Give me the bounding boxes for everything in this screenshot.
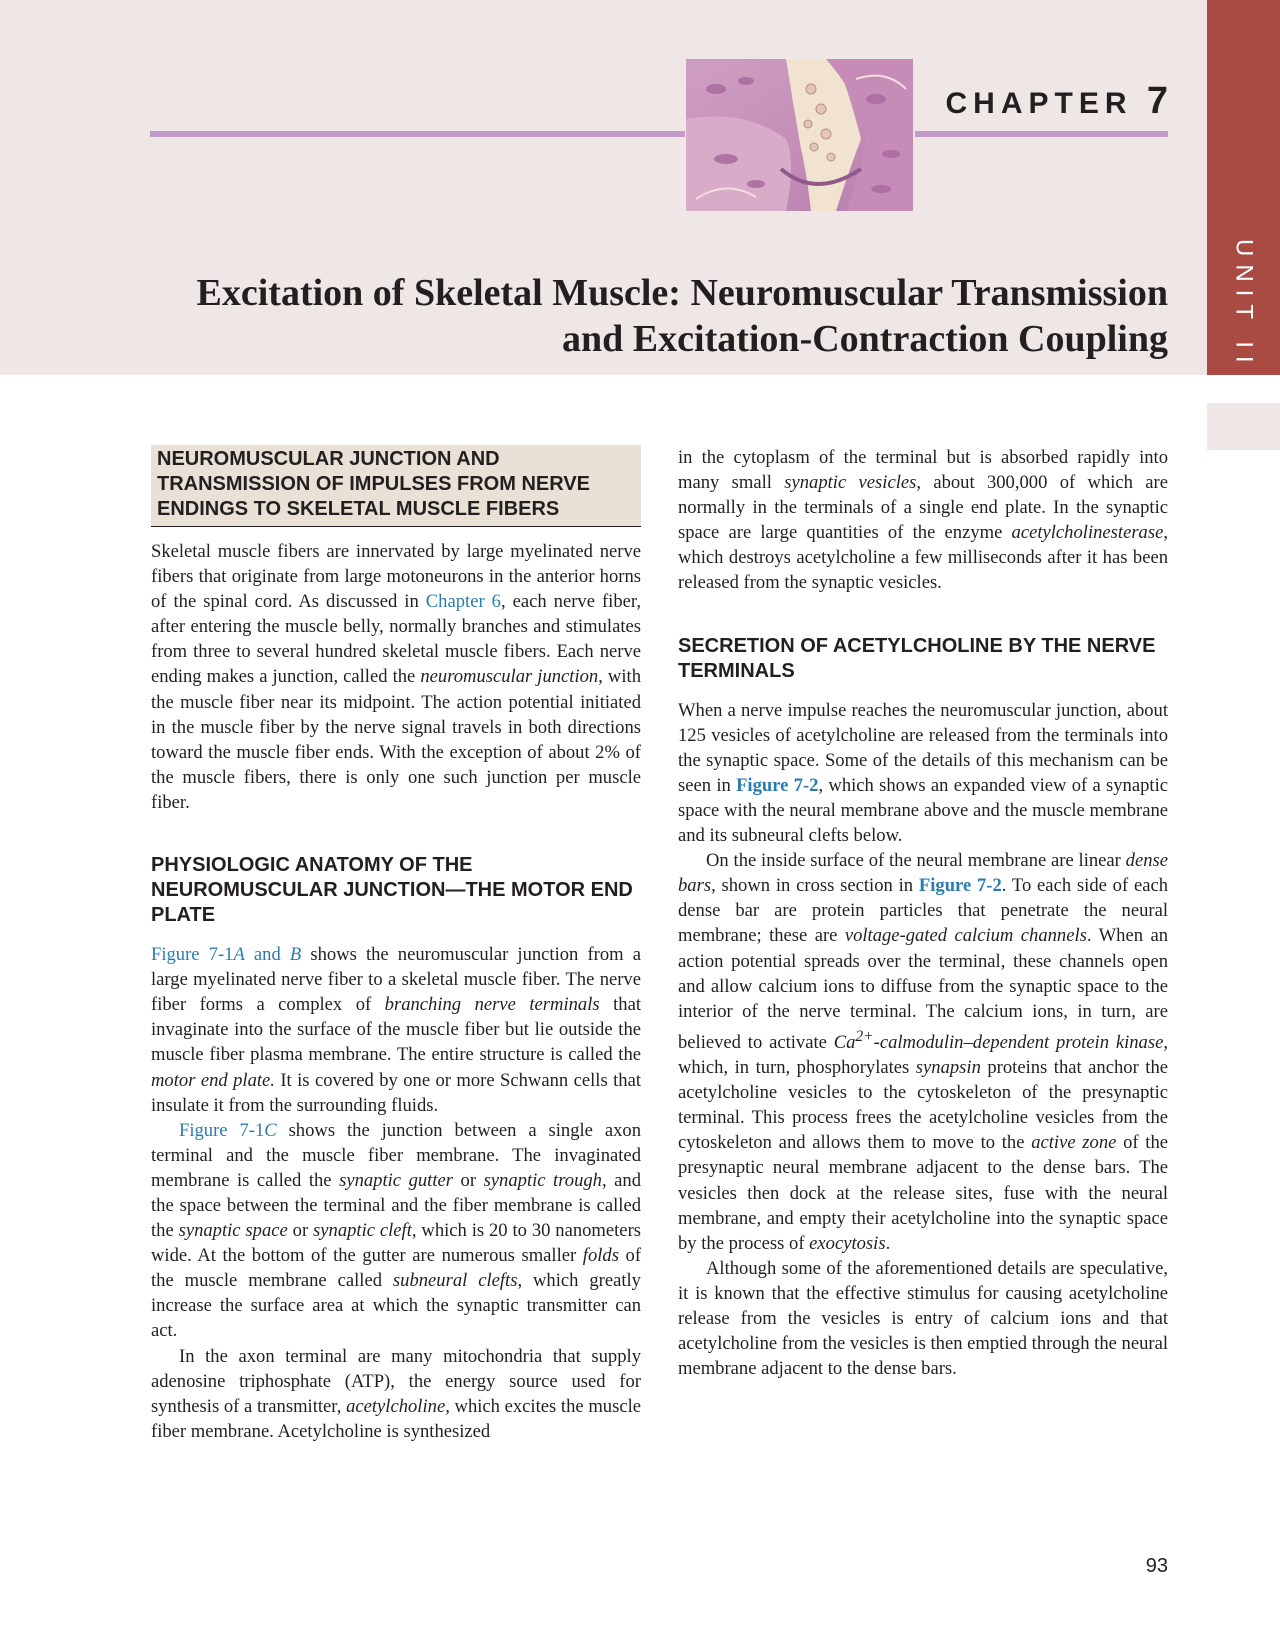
emphasis: synapsin xyxy=(915,1057,981,1079)
figure-7-2-link[interactable]: Figure 7-2 xyxy=(736,774,819,796)
figure-7-1c-link[interactable] xyxy=(179,1120,277,1141)
emphasis xyxy=(833,1027,1164,1053)
text: Skeletal muscle fibers are innervated by large myelinated nerve fibers that originate from large motoneurons in the anterior horns of the spinal cord. As discussed in xyxy=(151,541,641,613)
chapter-number: 7 xyxy=(1146,80,1168,122)
emphasis: acetylcholine, xyxy=(346,1395,450,1417)
text: , each nerve fiber, after entering the muscle belly, normally branches and stimulates from three to several hundred skeletal muscle fibers. Each nerve ending makes a junction, called the xyxy=(151,591,641,688)
page-number: 93 xyxy=(1145,1555,1168,1577)
emphasis: folds xyxy=(582,1245,619,1267)
emphasis: synaptic trough xyxy=(483,1169,602,1191)
text: -calmodulin–dependent protein kinase xyxy=(873,1031,1164,1053)
chapter-word: CHAPTER xyxy=(945,87,1133,120)
chapter-opener-illustration xyxy=(686,59,913,211)
chapter-6-link[interactable]: Chapter 6 xyxy=(425,591,501,613)
text: of the muscle membrane called xyxy=(151,1245,642,1292)
text: , which shows an expanded view of a synaptic space with the neural membrane above and the muscle membrane and its subneural clefts below. xyxy=(678,774,1168,847)
chapter-title xyxy=(160,270,1168,362)
paragraph xyxy=(678,848,1168,1256)
figure-7-2-link[interactable]: Figure 7-2 xyxy=(918,875,1002,897)
text: proteins that anchor the acetylcholine vesicles to the cytoskeleton of the presynaptic terminal. This process frees the acetylcholine vesicles from the cytoskeleton and allows them to move to the xyxy=(678,1057,1168,1154)
emphasis: synaptic gutter xyxy=(339,1169,454,1191)
text: , which greatly increase the surface area at which the synaptic transmitter can act. xyxy=(151,1270,641,1342)
link-text: Figure 7-1 xyxy=(151,944,234,966)
emphasis: voltage-gated calcium channels xyxy=(844,925,1087,947)
text: . When an action potential spreads over the terminal, these channels open and allow calcium ions to diffuse from the synaptic space to the interior of the nerve terminal. The calcium ions, in turn, are believed to activate xyxy=(678,925,1168,1053)
unit-label: UNIT II xyxy=(1230,239,1258,371)
emphasis: subneural clefts xyxy=(392,1270,518,1292)
paragraph xyxy=(151,1118,641,1344)
emphasis: synaptic vesicles xyxy=(784,472,917,494)
emphasis: acetylcholinesterase xyxy=(1011,522,1164,544)
text: which excites the muscle fiber membrane. Acetylcholine is synthesized xyxy=(151,1395,641,1442)
chapter-label xyxy=(930,80,1168,123)
emphasis: branching nerve terminals xyxy=(384,994,600,1016)
paragraph xyxy=(151,539,641,815)
text: Ca xyxy=(833,1031,856,1053)
left-column xyxy=(151,445,641,1444)
link-text: B xyxy=(289,944,302,966)
text: In the axon terminal are many mitochondria that supply adenosine triphosphate (ATP), the energy source used for synthesis of a transmitter, xyxy=(151,1345,641,1417)
paragraph xyxy=(678,445,1168,596)
figure-7-1ab-link[interactable] xyxy=(151,944,301,965)
text: which is 20 to 30 nanometers wide. At the bottom of the gutter are numerous smaller xyxy=(151,1220,641,1267)
text: When a nerve impulse reaches the neuromuscular junction, about 125 vesicles of acetylcholine are released from the terminals into the synaptic space. Some of the details of this mechanism can be seen in xyxy=(678,699,1168,796)
emphasis: dense bars xyxy=(678,850,1168,897)
side-tab-lower xyxy=(1207,403,1280,450)
text: , about 300,000 of which are normally in the terminals of a single end plate. In the synaptic space are large quantities of the enzyme xyxy=(678,472,1168,544)
paragraph xyxy=(678,698,1168,849)
text: , which destroys acetylcholine a few milliseconds after it has been released from the synaptic vesicles. xyxy=(678,522,1168,594)
emphasis: exocytosis xyxy=(809,1232,886,1254)
text: or xyxy=(287,1220,314,1242)
link-text: C xyxy=(264,1119,277,1141)
link-text: and xyxy=(244,944,290,966)
text: . xyxy=(885,1232,891,1254)
right-column xyxy=(678,445,1168,1381)
header-rule-left xyxy=(150,131,685,137)
link-text: A xyxy=(233,944,245,966)
text: , and the space between the terminal and the fiber membrane is called the xyxy=(151,1169,641,1242)
header-rule-right xyxy=(915,131,1168,137)
text: , shown in cross section in xyxy=(711,875,919,897)
text: . To each side of each dense bar are protein particles that penetrate the neural membrane; these are xyxy=(678,875,1169,947)
emphasis: active zone xyxy=(1031,1132,1117,1154)
text: On the inside surface of the neural membrane are linear xyxy=(706,850,1126,872)
paragraph xyxy=(151,1344,641,1444)
text: or xyxy=(453,1169,484,1191)
text: that invaginate into the surface of the muscle fiber but lie outside the muscle fiber plasma membrane. The entire structure is called the xyxy=(151,994,641,1066)
paragraph xyxy=(151,942,641,1118)
text: It is covered by one or more Schwann cells that insulate it from the surrounding fluids. xyxy=(151,1069,641,1116)
section-heading-secretion-of-acetylcholine: SECRETION OF ACETYLCHOLINE BY THE NERVE TERMINALS xyxy=(678,634,1156,682)
emphasis: motor end plate. xyxy=(151,1069,275,1091)
text: , with the muscle fiber near its midpoint. The action potential initiated in the muscle fiber by the nerve signal travels in both directions toward the muscle fiber ends. With the exception of about 2% of the muscle fibers, there is only one such junction per muscle fiber. xyxy=(151,666,641,813)
text: Although some of the aforementioned details are speculative, it is known that the effective stimulus for causing acetylcholine release from the vesicles is entry of calcium ions and that acetylcholine from the vesicles is then emptied through the neural membrane adjacent to the dense bars. xyxy=(678,1257,1168,1380)
text: in the cytoplasm of the terminal but is absorbed rapidly into many small xyxy=(678,447,1168,494)
paragraph xyxy=(678,1256,1168,1381)
section-heading-neuromuscular-junction: NEUROMUSCULAR JUNCTION AND TRANSMISSION OF IMPULSES FROM NERVE ENDINGS TO SKELETAL MUSCLE FIBERS xyxy=(151,445,641,527)
emphasis: synaptic cleft, xyxy=(313,1220,417,1242)
emphasis: synaptic space xyxy=(178,1220,288,1242)
text: of the presynaptic neural membrane adjacent to the dense bars. The vesicles then dock at the release sites, fuse with the neural membrane, and empty their acetylcholine into the synaptic space by the process of xyxy=(678,1132,1168,1254)
chapter-title-line-1: Excitation of Skeletal Muscle: Neuromuscular Transmission xyxy=(196,272,1168,314)
link-text: Figure 7-1 xyxy=(179,1119,265,1141)
text: shows the neuromuscular junction from a large myelinated nerve fiber to a skeletal muscle fiber. The nerve fiber forms a complex of xyxy=(151,944,641,1016)
emphasis: neuromuscular junction xyxy=(420,666,599,688)
text: , which, in turn, phosphorylates xyxy=(678,1031,1168,1079)
text: shows the junction between a single axon terminal and the muscle fiber membrane. The invaginated membrane is called the xyxy=(151,1119,641,1191)
superscript: 2+ xyxy=(855,1027,874,1045)
chapter-title-line-2: and Excitation-Contraction Coupling xyxy=(562,318,1168,360)
section-heading-physiologic-anatomy: PHYSIOLOGIC ANATOMY OF THE NEUROMUSCULAR JUNCTION—THE MOTOR END PLATE xyxy=(151,854,633,927)
